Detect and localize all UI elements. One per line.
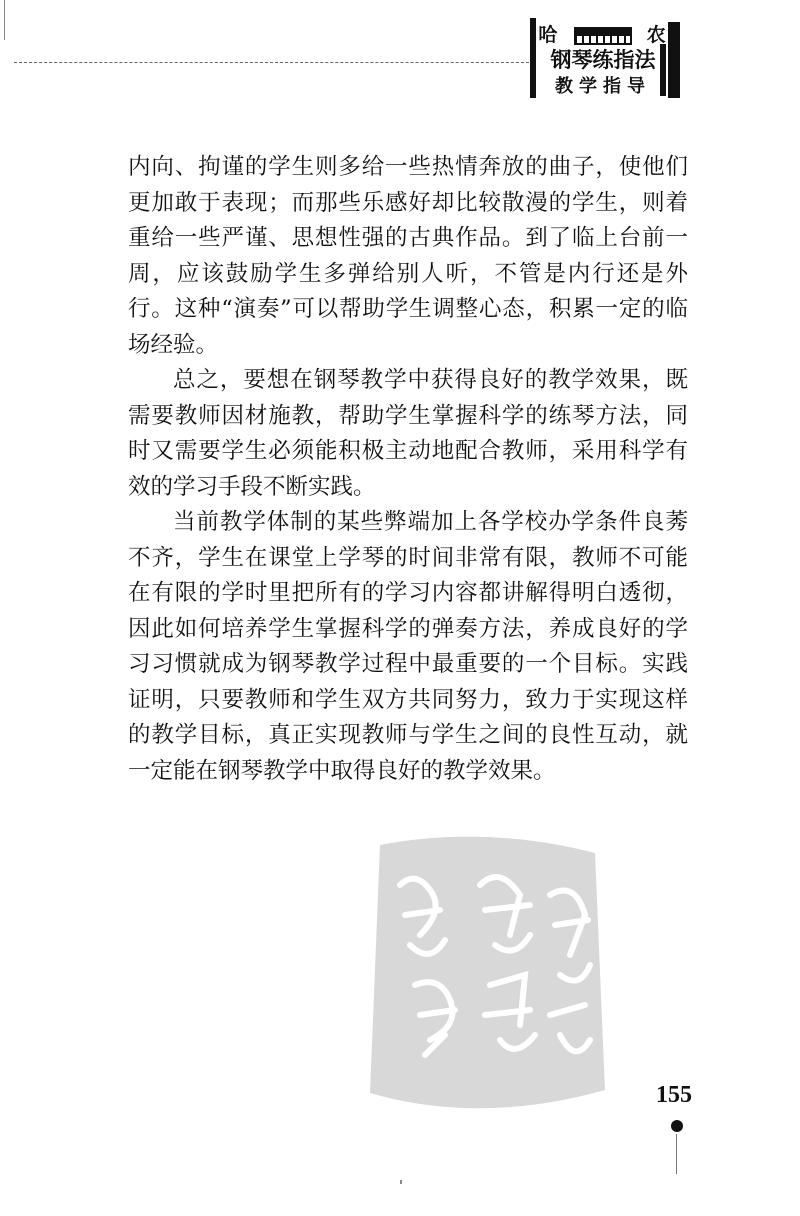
- page-dot: [671, 1120, 683, 1132]
- seal-watermark: [360, 825, 610, 1125]
- header-book-title: 钢琴练指法: [550, 47, 656, 72]
- header-bar-left: [530, 18, 536, 98]
- paragraph-1: 内向、拘谨的学生则多给一些热情奔放的曲子，使他们更加敢于表现；而那些乐感好却比较散漫的学生，则着重给一些严谨、思想性强的古典作品。到了临上台前一周，应该鼓励学生多弹给别人听，不管是内行还是外行。这种“演奏”可以帮助学生调整心态，积累一定的临场经验。: [128, 154, 688, 358]
- header-line1-left: 哈: [538, 24, 560, 46]
- header-line-1: [538, 20, 668, 47]
- page-edge-line: [4, 0, 5, 40]
- header-subtitle: 教学指导: [555, 76, 651, 97]
- header-rule: [14, 62, 534, 63]
- piano-keys-icon: [574, 27, 632, 45]
- header-line1-right: 农: [646, 24, 668, 46]
- running-header: [538, 18, 668, 96]
- footer-line: [676, 1134, 677, 1174]
- header-bar-right: [668, 22, 680, 98]
- page-number: 155: [656, 1082, 692, 1108]
- body-text: [128, 150, 688, 789]
- paragraph-2: 总之，要想在钢琴教学中获得良好的教学效果，既需要教师因材施教，帮助学生掌握科学的练琴方法，同时又需要学生必须能积极主动地配合教师，采用科学有效的学习手段不断实践。: [128, 367, 688, 500]
- scan-speck: [400, 1180, 402, 1184]
- paragraph-3: 当前教学体制的某些弊端加上各学校办学条件良莠不齐，学生在课堂上学琴的时间非常有限，教师不可能在有限的学时里把所有的学习内容都讲解得明白透彻，因此如何培养学生掌握科学的弹奏方法，养成良好的学习习惯就成为钢琴教学过程中最重要的一个目标。实践证明，只要教师和学生双方共同努力，致力于实现这样的教学目标，真正实现教师与学生之间的良性互动，就一定能在钢琴教学中取得良好的教学效果。: [128, 509, 688, 784]
